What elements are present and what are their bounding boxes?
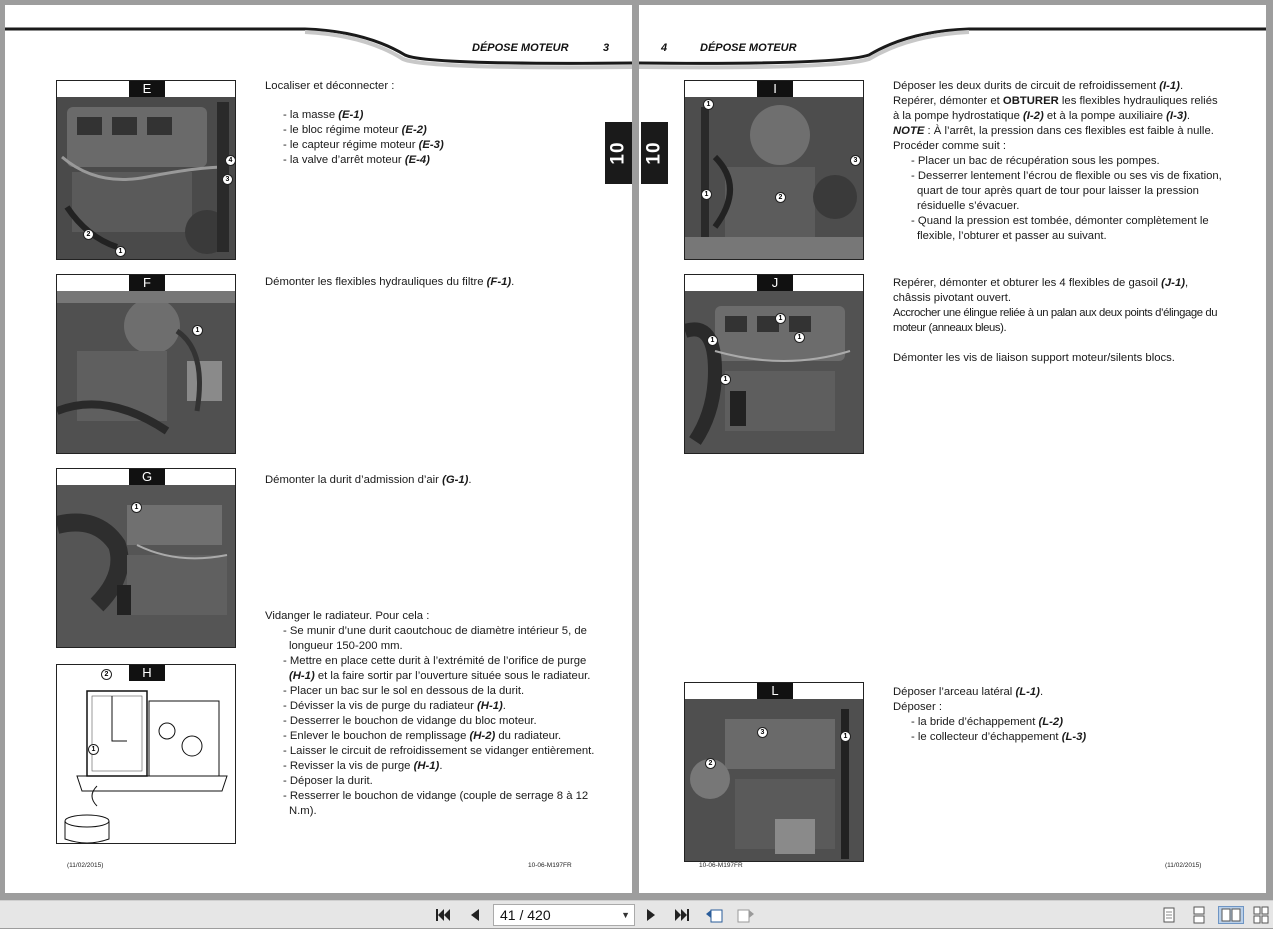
go-forward-view-button[interactable] xyxy=(736,906,756,924)
page-number: 3 xyxy=(603,42,610,54)
chevron-down-icon[interactable]: ▼ xyxy=(621,910,630,920)
single-page-view-button[interactable] xyxy=(1160,906,1178,924)
figure-letter: H xyxy=(129,665,165,681)
next-view-icon xyxy=(736,906,756,924)
footer-code: 10-06-M197FR xyxy=(528,862,572,869)
first-page-icon xyxy=(434,906,452,924)
two-page-continuous-icon xyxy=(1252,906,1270,924)
page-header-title: DÉPOSE MOTEUR xyxy=(700,42,797,54)
viewer-toolbar xyxy=(0,900,1273,928)
list-item: - Placer un bac sur le sol en dessous de la durit. xyxy=(283,685,525,697)
callout: 3 xyxy=(757,727,768,738)
continuous-view-button[interactable] xyxy=(1190,906,1208,924)
next-page-icon xyxy=(642,906,660,924)
section-e-intro: Localiser et déconnecter : xyxy=(265,80,395,92)
section-e-text xyxy=(265,79,595,168)
callout: 1 xyxy=(840,731,851,742)
list-item: - le capteur régime moteur (E-3) xyxy=(283,139,444,151)
engine-photo xyxy=(685,699,863,861)
list-item: - Dévisser la vis de purge du radiateur (H-1). xyxy=(283,700,506,712)
callout: 2 xyxy=(83,229,94,240)
callout: 1 xyxy=(115,246,126,257)
figure-letter: F xyxy=(129,275,165,291)
callout: 2 xyxy=(101,669,112,680)
figure-letter: E xyxy=(129,81,165,97)
page-number-input[interactable] xyxy=(493,904,635,926)
callout: 1 xyxy=(192,325,203,336)
list-item: - le bloc régime moteur (E-2) xyxy=(283,124,427,136)
continuous-page-icon xyxy=(1190,906,1208,924)
list-item: - Mettre en place cette durit à l’extrémité de l’orifice de purge (H-1) et la faire sortir par l’ouverture située sous le radiateur. xyxy=(283,655,591,682)
section-j-text: Repérer, démonter et obturer les 4 flexibles de gasoil (J-1), châssis pivotant ouvert. Accrocher une élingue reliée à un palan aux deux points d’élingage du moteur (anneaux bleus). Démonter les vis de liaison support moteur/silents blocs. xyxy=(893,277,1218,364)
footer-code: 10-06-M197FR xyxy=(699,862,743,869)
previous-page-button[interactable] xyxy=(465,906,485,924)
callout: 1 xyxy=(131,502,142,513)
engine-photo xyxy=(685,291,863,453)
callout: 1 xyxy=(775,313,786,324)
section-h-intro: Vidanger le radiateur. Pour cela : xyxy=(265,610,430,622)
figure-j xyxy=(684,274,864,454)
section-l-text: Déposer l’arceau latéral (L-1). Déposer : - la bride d’échappement (L-2) - le collecteur d’échappement (L-3) xyxy=(893,685,1223,745)
next-page-button[interactable] xyxy=(641,906,661,924)
section-f-text: Démonter les flexibles hydrauliques du filtre (F-1). xyxy=(265,276,515,288)
two-page-icon xyxy=(1219,907,1243,923)
single-page-icon xyxy=(1160,906,1178,924)
two-page-continuous-view-button[interactable] xyxy=(1252,906,1270,924)
callout: 3 xyxy=(222,174,233,185)
callout: 1 xyxy=(720,374,731,385)
page-number: 4 xyxy=(661,42,668,54)
list-item: - Quand la pression est tombée, démonter complètement le flexible, l’obturer et passer au suivant. xyxy=(911,215,1209,242)
section-i-text: Déposer les deux durits de circuit de refroidissement (I-1). Repérer, démonter et OBTURER les flexibles hydrauliques reliés à la pompe hydrostatique (I-2) et à la pompe auxiliaire (I-3). NOTE : À l’arrêt, la pression dans ces flexibles est faible à nulle. Procéder comme suit : - Placer un bac de récupération sous les pompes. - Desserrer lentement l’écrou de flexible ou ses vis de fixation, quart de tour après quart de tour pour laisser la pression résiduelle s’évacuer. - Quand la pression est tombée, démonter complètement le flexible, l’obturer et passer au suivant. xyxy=(893,80,1222,242)
list-item: - Se munir d’une durit caoutchouc de diamètre intérieur 5, de longueur 150-200 mm. xyxy=(283,625,587,652)
list-item: - Déposer la durit. xyxy=(283,775,373,787)
last-page-button[interactable] xyxy=(672,906,692,924)
section-h-text xyxy=(265,609,595,819)
figure-l xyxy=(684,682,864,862)
list-item: - Laisser le circuit de refroidissement se vidanger entièrement. xyxy=(283,745,595,757)
chapter-tab-label: 10 xyxy=(643,141,665,165)
list-item: - la bride d’échappement (L-2) xyxy=(911,716,1063,728)
footer-date: (11/02/2015) xyxy=(1165,862,1202,869)
figure-f xyxy=(56,274,236,454)
list-item: - Resserrer le bouchon de vidange (couple de serrage 8 à 12 N.m). xyxy=(283,790,589,817)
page-number-value: 41 / 420 xyxy=(500,907,551,923)
callout: 2 xyxy=(775,192,786,203)
list-item: - le collecteur d’échappement (L-3) xyxy=(911,731,1087,743)
callout: 3 xyxy=(850,155,861,166)
figure-letter: J xyxy=(757,275,793,291)
callout: 1 xyxy=(703,99,714,110)
callout: 2 xyxy=(705,758,716,769)
list-item: - Placer un bac de récupération sous les pompes. xyxy=(911,155,1160,167)
chapter-tab xyxy=(605,122,632,184)
footer-date: (11/02/2015) xyxy=(67,862,104,869)
figure-letter: L xyxy=(757,683,793,699)
engine-photo xyxy=(57,485,235,647)
page-right xyxy=(639,5,1266,893)
figure-e xyxy=(56,80,236,260)
chapter-tab-label: 10 xyxy=(607,141,629,165)
last-page-icon xyxy=(673,906,691,924)
previous-view-icon xyxy=(704,906,724,924)
list-item: - Desserrer lentement l’écrou de flexible ou ses vis de fixation, quart de tour après quart de tour pour laisser la pression résiduelle s’évacuer. xyxy=(911,170,1222,212)
figure-letter: I xyxy=(757,81,793,97)
page-header-title: DÉPOSE MOTEUR xyxy=(472,42,569,54)
go-back-view-button[interactable] xyxy=(704,906,724,924)
previous-page-icon xyxy=(466,906,484,924)
two-page-view-button[interactable] xyxy=(1218,906,1244,924)
callout: 1 xyxy=(88,744,99,755)
figure-letter: G xyxy=(129,469,165,485)
figure-h xyxy=(56,664,236,844)
page-left xyxy=(5,5,632,893)
callout: 1 xyxy=(707,335,718,346)
engine-photo xyxy=(57,291,235,453)
callout: 1 xyxy=(794,332,805,343)
list-item: - la masse (E-1) xyxy=(283,109,364,121)
radiator-drawing xyxy=(57,681,235,843)
list-item: - Desserrer le bouchon de vidange du bloc moteur. xyxy=(283,715,537,727)
callout: 1 xyxy=(701,189,712,200)
section-g-text: Démonter la durit d’admission d’air (G-1). xyxy=(265,474,472,486)
list-item: - la valve d’arrêt moteur (E-4) xyxy=(283,154,430,166)
figure-g xyxy=(56,468,236,648)
list-item: - Enlever le bouchon de remplissage (H-2) du radiateur. xyxy=(283,730,562,742)
figure-i xyxy=(684,80,864,260)
first-page-button[interactable] xyxy=(433,906,453,924)
callout: 4 xyxy=(225,155,236,166)
engine-photo xyxy=(685,97,863,259)
chapter-tab xyxy=(641,122,668,184)
list-item: - Revisser la vis de purge (H-1). xyxy=(283,760,443,772)
